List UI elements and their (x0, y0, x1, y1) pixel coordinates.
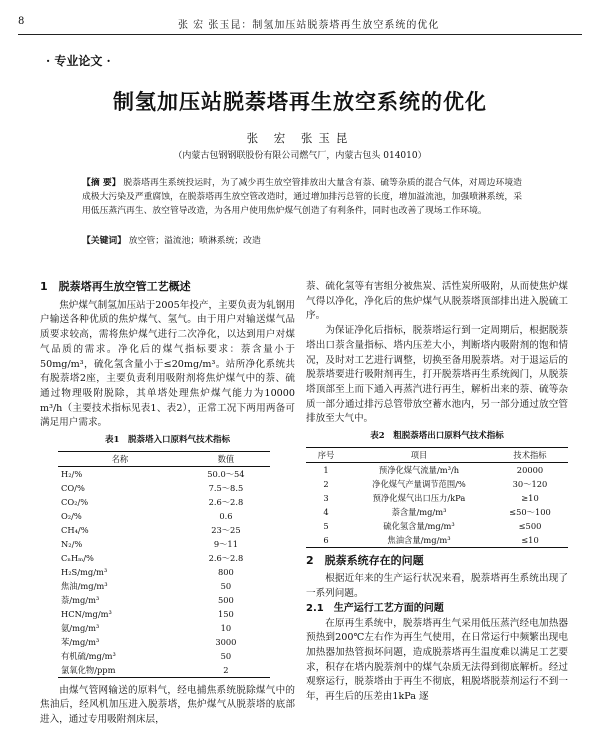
table-cell: 5 (323, 520, 329, 531)
keywords-label: 【关键词】 (82, 236, 126, 246)
table-row (58, 523, 270, 537)
table-row (58, 537, 270, 551)
table-cell: 800 (217, 566, 234, 577)
table-cell: CₙHₘ/% (61, 552, 94, 563)
table-cell: 50 (220, 580, 232, 591)
table-cell: CO₂/% (61, 496, 89, 507)
abstract-label: 【摘 要】 (82, 178, 121, 188)
table-cell: 2 (223, 664, 229, 675)
abstract-text: 脱萘塔再生系统投运时，为了减少再生放空管排放出大量含有萘、硫等杂质的混合气体，对周边环境造成极大污染及严重腐蚀，在脱萘塔再生放空管改造时，通过增加排污总管的长度，增加溢流池，加强喷淋系统，采用低压蒸汽再生、放空管导改造，为各用户使用焦炉煤气创造了有利条件，同时也改善了现场工作环境。 (82, 178, 522, 216)
table-row (58, 579, 270, 593)
table-cell: 预净化煤气出口压力/kPa (372, 492, 466, 503)
table-cell: 20000 (516, 464, 544, 475)
affiliation: （内蒙古包钢钢联股份有限公司燃气厂，内蒙古包头 014010） (173, 151, 427, 161)
table-cell: 6 (323, 534, 329, 545)
table-row (306, 505, 568, 519)
section-2-heading: 2 脱萘系统存在的问题 (306, 553, 424, 567)
table-cell: ≤10 (521, 534, 539, 545)
table-cell: 2.6～2.8 (208, 552, 244, 563)
keywords-text: 放空管；溢流池；喷淋系统；改造 (128, 236, 261, 246)
keywords (82, 233, 522, 246)
table-header-cell: 数值 (217, 453, 235, 464)
table-header-cell: 技术指标 (513, 449, 547, 460)
table-row (306, 533, 568, 548)
table-cell: 萘/mg/m³ (61, 594, 100, 605)
table-1-caption: 表1 脱萘塔入口原料气技术指标 (105, 435, 230, 446)
table-cell: 23～25 (211, 524, 241, 535)
table-cell: O₂/% (61, 510, 82, 521)
table-cell: 1 (323, 464, 329, 475)
table-cell: ≤500 (518, 520, 542, 531)
paragraph: 为保证净化后指标，脱萘塔运行到一定周期后，根据脱萘塔出口萘含量指标、塔内压差大小，判断塔内吸附剂的饱和情况，及时对工艺进行调整，切换至备用脱萘塔。对于退运后的脱萘塔要进行吸附剂再生，打开脱萘塔再生系统阀门，从脱萘塔顶部至上而下通入再蒸汽进行再生，解析出来的萘、硫等杂质一部分通过排污总管带放空蓄水池内，另一部分通过放空管排放至大气中。 (306, 325, 568, 425)
table-row (58, 607, 270, 621)
table-2-caption: 表2 粗脱萘塔出口原料气技术指标 (370, 431, 504, 442)
paragraph: 焦炉煤气制氢加压站于2005年投产，主要负责为轧钢用户输送各种优质的焦炉煤气、氢气。由于用户对输送煤气品质要求较高，需将焦炉煤气进行二次净化，以达到用户对煤气品质的需求。净化后的煤气指标要求：萘含量小于50mg/m³，硫化氢含量小于≤20mg/m³。站所净化系统共有脱萘塔2座，主要负责利用吸附剂将焦炉煤气中的萘、硫通过物理吸附脱除，其单塔处理焦炉煤气能力为10000 m³/h（主要技术指标见表1、表2），正常工况下两用两备可满足用户需求。 (40, 299, 295, 429)
abstract (82, 176, 522, 218)
article-title: 制氢加压站脱萘塔再生放空系统的优化 (113, 89, 487, 114)
table-cell: 2 (323, 478, 329, 489)
paragraph: 由煤气管网输送的原料气，经电捕焦系统脱除煤气中的焦油后，经风机加压进入脱萘塔，焦炉煤气从脱萘塔的底部进入，通过专用吸附剂床层， (40, 684, 295, 726)
section-tag: · 专业论文 · (46, 54, 111, 68)
table-row (58, 621, 270, 635)
table-row (306, 491, 568, 505)
table-cell: CH₄/% (61, 524, 89, 535)
running-title: 张 宏 张玉昆：制氢加压站脱萘塔再生放空系统的优化 (178, 20, 440, 31)
table-row (58, 663, 270, 678)
table-header-row (58, 451, 270, 466)
table-row (58, 565, 270, 579)
table-cell: 9～11 (213, 538, 238, 549)
table-header-cell: 名称 (111, 453, 129, 464)
table-cell: 30～120 (512, 478, 548, 489)
table-row (58, 635, 270, 649)
header-rule (18, 34, 582, 35)
table-cell: H₂S/mg/m³ (61, 566, 108, 577)
paragraph: 萘、硫化氢等有害组分被焦炭、活性炭所吸附，从而使焦炉煤气得以净化，净化后的焦炉煤气从脱萘塔顶部排出进入脱硫工序。 (306, 281, 568, 322)
table-cell: 硫化氢含量/mg/m³ (383, 520, 455, 531)
table-header-cell: 序号 (317, 449, 335, 460)
table-row (58, 495, 270, 509)
table-cell: H₂/% (61, 468, 83, 479)
table-cell: 150 (217, 608, 234, 619)
table-header-cell: 项目 (410, 449, 428, 460)
table-1 (58, 451, 270, 678)
table-cell: 50.0～54 (207, 468, 245, 479)
table-cell: 2.6～2.8 (208, 496, 244, 507)
table-row (58, 466, 270, 481)
table-cell: CO/% (61, 482, 85, 493)
table-cell: 氯氧化物/ppm (61, 664, 116, 675)
table-cell: ≤50～100 (509, 506, 551, 517)
right-column (306, 280, 568, 705)
table-row (306, 519, 568, 533)
paragraph: 根据近年来的生产运行状况来看，脱萘塔再生系统出现了一系列问题。 (306, 573, 568, 600)
table-cell: 萘含量/mg/m³ (391, 506, 447, 517)
paragraph: 在原再生系统中，脱萘塔再生气采用低压蒸汽经电加热器预热到200℃左右作为再生气使用，在日常运行中频繁出现电加热器加热管损坏问题，造成脱萘塔再生温度难以满足工艺要求，积存在塔内脱萘剂中的煤气杂质无法得到彻底解析。经过观察运行，脱萘塔由于再生不彻底，粗脱塔脱萘剂运行不到一年，再生后的压差由1kPa 逐 (306, 617, 568, 703)
section-1-heading: 1 脱萘塔再生放空管工艺概述 (40, 280, 191, 293)
table-row (58, 649, 270, 663)
table-cell: ≥10 (521, 492, 539, 503)
page-number: 8 (18, 16, 25, 27)
table-cell: N₂/% (61, 538, 83, 549)
authors: 张 宏 张玉昆 (246, 131, 354, 145)
table-header-row (306, 447, 568, 462)
table-row (306, 462, 568, 477)
table-row (58, 509, 270, 523)
table-cell: 预净化煤气流量/m³/h (378, 464, 460, 475)
left-column (40, 280, 295, 728)
section-2-1-heading: 2.1 生产运行工艺方面的问题 (306, 602, 444, 614)
table-cell: 0.6 (219, 510, 233, 521)
table-cell: 7.5～8.5 (208, 482, 244, 493)
table-2 (306, 447, 568, 548)
table-row (58, 481, 270, 495)
table-cell: 焦油/mg/m³ (61, 580, 108, 591)
table-row (306, 477, 568, 491)
table-cell: 焦油含量/mg/m³ (387, 534, 451, 545)
table-row (58, 551, 270, 565)
table-cell: 3 (323, 492, 329, 503)
table-cell: 4 (323, 506, 329, 517)
running-header (18, 14, 582, 32)
table-cell: 3000 (215, 636, 237, 647)
table-cell: 有机硫/mg/m³ (61, 650, 116, 661)
table-cell: HCN/mg/m³ (61, 608, 112, 619)
table-cell: 500 (217, 594, 234, 605)
table-cell: 苯/mg/m³ (61, 636, 100, 647)
table-cell: 10 (220, 622, 232, 633)
table-cell: 50 (220, 650, 232, 661)
table-cell: 氨/mg/m³ (61, 622, 100, 633)
table-row (58, 593, 270, 607)
table-cell: 净化煤气产量调节范围/% (372, 478, 466, 489)
